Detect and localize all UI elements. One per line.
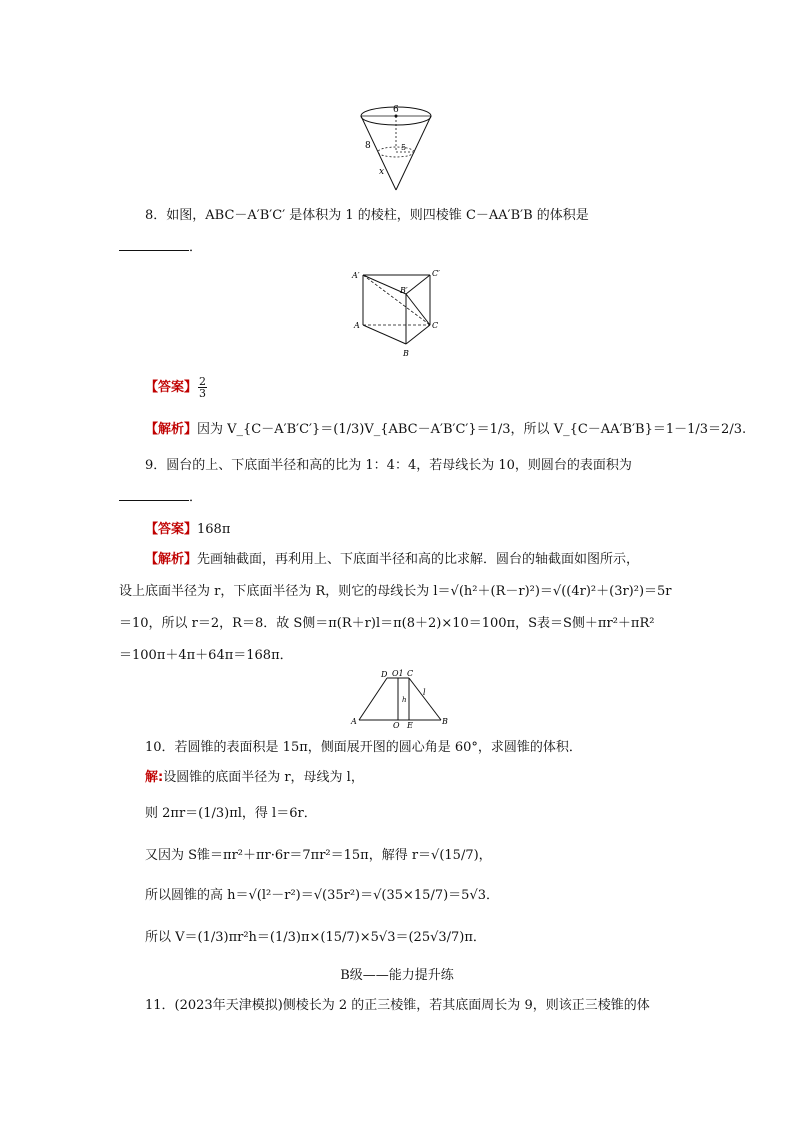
answer-tag: 【答案】 [145,380,198,395]
frustum-label-D: D [381,670,388,679]
q9-answer [145,520,230,540]
prism-label-A1: A′ [352,271,360,280]
q8-text: 8．如图，ABC－A′B′C′ 是体积为 1 的棱柱，则四棱锥 C－AA′B′B 的体积是 [145,208,589,223]
q10-solution-3: 又因为 S锥＝πr²＋πr·6r＝7πr²＝15π，解得 r＝√(15/7)， [145,848,492,863]
prism-label-C1: C′ [432,269,440,278]
q10-solution-2: 则 2πr＝(1/3)πl，得 l＝6r． [145,806,317,821]
cone-label-x: x [379,167,385,177]
frustum-label-C: C [407,669,414,678]
frustum-label-O: O [393,721,400,730]
frustum-label-h: h [402,696,407,704]
q9-analysis-2: 设上底面半径为 r，下底面半径为 R，则它的母线长为 l＝√(h²＋(R－r)²)＝√((4r)²＋(3r)²)＝5r [119,584,672,599]
frustum-label-B: B [442,717,448,726]
q8-analysis-text: 因为 V_{C－A′B′C′}＝(1/3)V_{ABC－A′B′C′}＝1/3，所以 V_{C－AA′B′B}＝1－1/3＝2/3. [197,422,747,437]
analysis-tag: 【解析】 [145,422,198,437]
solution-tag: 解: [145,770,164,785]
prism-label-B1: B′ [400,286,408,295]
frustum-label-O1: O1 [392,669,404,678]
frustum-label-A: A [351,717,357,726]
q10-solution-1: 解:设圆锥的底面半径为 r，母线为 l， [145,770,364,785]
prism-label-A: A [354,321,360,330]
answer-tag: 【答案】 [145,522,198,537]
q9-text: 9．圆台的上、下底面半径和高的比为 1：4：4，若母线长为 10，则圆台的表面积为 [145,458,632,473]
q8-answer [145,376,208,399]
q9-analysis-3: ＝10，所以 r＝2，R＝8．故 S侧＝π(R＋r)l＝π(8＋2)×10＝100π，S表＝S侧＋πr²＋πR² [119,616,655,631]
prism-figure [350,266,445,361]
cone-label-top: 6 [393,105,399,115]
prism-label-C: C [432,321,439,330]
analysis-tag: 【解析】 [145,552,198,567]
section-b-heading: B级——能力提升练 [340,968,454,983]
q9-answer-value: 168π [197,522,231,537]
frustum-label-l: l [423,688,426,697]
q10-solution-5: 所以 V＝(1/3)πr²h＝(1/3)π×(15/7)×5√3＝(25√3/7)π． [145,930,486,945]
q9-blank-line: ． [119,488,202,508]
q8-analysis [145,420,746,440]
frustum-label-E: E [407,721,413,730]
prism-label-B: B [403,349,409,358]
q11-text: 11．(2023年天津模拟)侧棱长为 2 的正三棱锥，若其底面周长为 9，则该正三棱锥的体 [145,998,650,1013]
cone-figure [355,100,445,195]
q10-text: 10．若圆锥的表面积是 15π，侧面展开图的圆心角是 60°，求圆锥的体积． [145,740,582,755]
cone-label-mid: 5 [401,143,407,152]
frustum-figure [345,668,455,730]
cone-label-slant: 8 [365,141,371,151]
q8-blank-line: ． [119,238,202,258]
q10-solution-4: 所以圆锥的高 h＝√(l²－r²)＝√(35r²)＝√(35×15/7)＝5√3． [145,888,500,903]
answer-fraction: $\frac{2}{3}$ [199,375,207,400]
q9-analysis-1: 【解析】先画轴截面，再利用上、下底面半径和高的比求解．圆台的轴截面如图所示， [145,552,640,567]
q9-analysis-4: ＝100π＋4π＋64π＝168π． [119,648,293,663]
